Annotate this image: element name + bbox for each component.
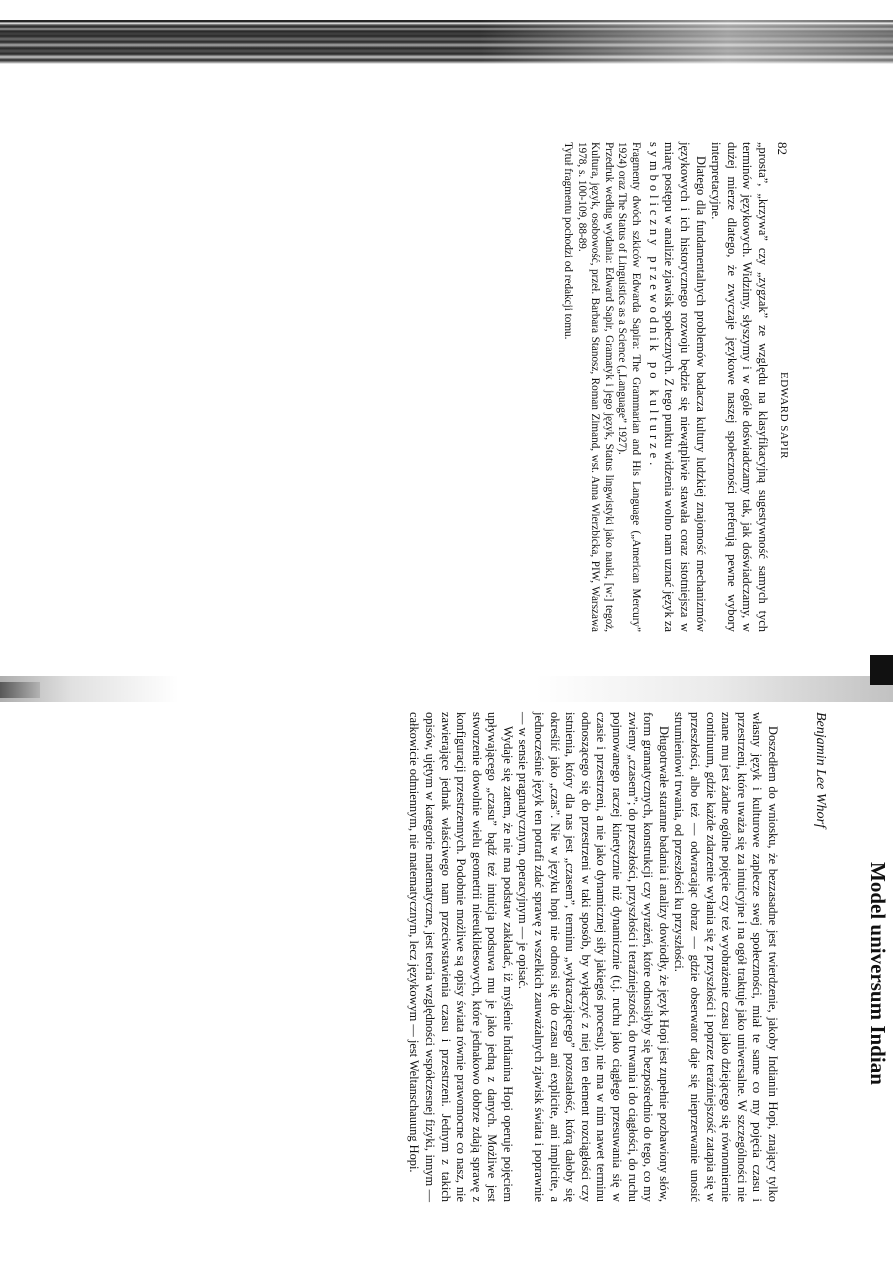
source-note [560,142,642,632]
right-page [20,712,890,1202]
note-line: Przedruk według wydania: Edward Sapir, Gramatyk i jego język, Status lingwistyki jako nauki, [w:] tegoż, Kultura, język, osobowość, przeł. Barbara Stanosz, Roman Zimand, wst. Anna Wierzbicka, PIW, Warszawa 1978, s. 100-109, 88-89. [575,142,615,632]
scan-edge-fade [480,20,893,64]
chapter-title: Model universum Indian [866,862,890,1085]
left-page-body [645,142,770,632]
paragraph: „prosta”, „krzywa” czy „zygzak” ze względu na klasyfikacyjną sugestywność samych tych terminów językowych. Widzimy, słyszymy i w ogóle doświadczamy tak, jak doświadczamy, w dużej mierze dlatego, że zwyczaje językowe naszej społeczności preferują pewne wybory interpretacyjne. [709,142,770,632]
spaced-phrase: symboliczny przewodnik po kulturze. [646,142,661,470]
scan-gutter-artifact [0,676,893,702]
scan-clip-mark [870,655,893,685]
right-page-body [406,712,780,1202]
left-page [70,142,790,632]
running-head: EDWARD SAPIR [778,372,790,459]
paragraph: Doszedłem do wniosku, że bezzasadne jest twierdzenie, jakoby Indianin Hopi, znający tylko własny język i kulturowe zaplecze swej społeczności, miał te same co my pojęcia czasu i przestrzeni, które uważa się za intuicyjne i na ogół traktuje jako uniwersalne. W szczególności nie znane mu jest żadne ogólne pojęcie czy też wyobrażenie czasu jako dziejącego się równomiernie continuum, gdzie każde zdarzenie wyłania się z przyszłości i poprzez teraźniejszość zatapia się w przeszłości, albo też — odwracając obraz — gdzie obserwator daje się nieprzerwanie unosić strumieniowi trwania, od przeszłości ku przyszłości. [672,712,780,1202]
paragraph: Dlatego dla fundamentalnych problemów badacza kultury ludzkiej znajomość mechanizmów językowych i ich historycznego rozwoju będzie się niewątpliwie stawała coraz istotniejsza w miarę postępu w analizie zjawisk społecznych. Z tego punktu widzenia wolno nam uznać język za symboliczny przewodnik po kulturze. [646,142,708,632]
chapter-author: Benjamin Lee Whorf [813,712,828,828]
paragraph: Długotrwałe staranne badania i analizy dowiodły, że język Hopi jest zupełnie pozbawiony słów, form gramatycznych, konstrukcji czy wyrażeń, które odnosiłyby się bezpośrednio do tego, co my zwiemy „czasem”; do przeszłości, przyszłości i teraźniejszości, do trwania i do ciągłości, do ruchu pojmowanego raczej kinetycznie niż dynamicznie (t.j. ruchu jako ciągłego przesuwania się w czasie i przestrzeni, a nie jako dynamicznej siły jakiegoś procesu); nie ma w nim nawet terminu odnoszącego się do przestrzeni w taki sposób, by wyłączyć z niej ten element rozciągłości czy istnienia, który dla nas jest „czasem”, terminu „wykraczającego” pozostałość, którą dałoby się określić jako „czas”. Nie w języku hopi nie odnosi się do czasu ani explicite, ani implicite, a jednocześnie język ten potrafi zdać sprawę z wszelkich zauważalnych zjawisk świata i poprawnie — w sensie pragmatycznym, operacyjnym — je opisać. [516,712,671,1202]
scan-gutter-mark [0,682,40,698]
paragraph: Wydaje się zatem, że nie ma podstaw zakładać, iż myślenie Indianina Hopi operuje pojęciem upływającego „czasu” bądź też intuicja podsuwa mu je jako jedną z danych. Możliwe jest stworzenie dowolnie wielu geometrii nieeuklidesowych, które jednakowo dobrze zdają sprawę z konfiguracji przestrzennych. Podobnie możliwe są opisy świata równie prawomocne co nasz, nie zawierające jednak właściwego nam przeciwstawienia czasu i przestrzeni. Jednym z takich opisów, ujętym w kategorie matematyczne, jest teoria względności współczesnej fizyki, innym — całkowicie odmiennym, nie matematycznym, lecz językowym — jest Weltanschauung Hopi. [407,712,515,1202]
note-line: Fragmenty dwóch szkiców Edwarda Sapira: The Grammarian and His Language („American Mercury” 1924) oraz The Status of Linguistics as a Science („Language” 1927). [616,142,642,632]
page-number: 82 [775,142,790,155]
note-line: Tytuł fragmentu pochodzi od redakcji tomu. [562,142,575,340]
